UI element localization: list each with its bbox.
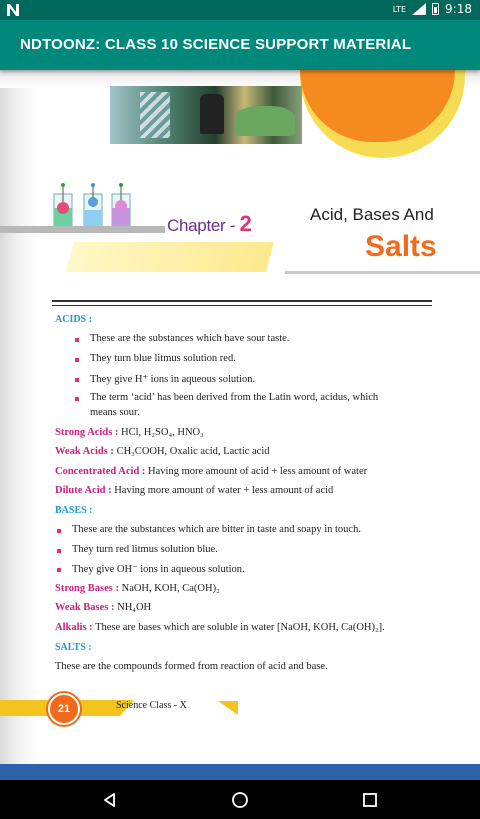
list-item: They give H⁺ ions in aqueous solution. xyxy=(90,374,256,385)
strong-bases-value: NaOH, KOH, Ca(OH)₂ xyxy=(121,583,220,594)
divider xyxy=(52,300,432,302)
concentrated-acid-value: Having more amount of acid + less amount of water xyxy=(148,466,368,477)
alkalis-row xyxy=(55,622,385,633)
page-bottom-band xyxy=(0,764,480,780)
chapter-title-line1: Acid, Bases And xyxy=(310,205,434,224)
dilute-acid-label: Dilute Acid : xyxy=(55,485,112,496)
clock: 9:18 xyxy=(445,2,472,16)
strong-bases-row xyxy=(55,583,220,594)
weak-acids-label: Weak Acids : xyxy=(55,446,114,457)
divider xyxy=(52,305,432,306)
network-type: LTE xyxy=(392,4,407,14)
bullet-icon xyxy=(75,378,79,382)
weak-acids-value: CH₃COOH, Oxalic acid, Lactic acid xyxy=(116,446,270,457)
bullet-icon xyxy=(75,338,79,342)
strong-bases-label: Strong Bases : xyxy=(55,583,119,594)
bullet-icon xyxy=(75,358,79,362)
page-number-badge: 21 xyxy=(48,693,80,725)
back-button[interactable] xyxy=(98,788,122,812)
weak-bases-row xyxy=(55,602,151,613)
dilute-acid-value: Having more amount of water + less amount of acid xyxy=(114,485,334,496)
signal-icon xyxy=(412,3,426,15)
strong-acids-value: HCl, H₂SO₄, HNO₃ xyxy=(121,427,204,438)
list-item: They turn red litmus solution blue. xyxy=(72,544,218,555)
list-item: These are the substances which are bitter in taste and soapy in touch. xyxy=(72,524,361,535)
list-item-continued: means sour. xyxy=(90,407,140,418)
list-item: The term ‘acid’ has been derived from the Latin word, acidus, which xyxy=(90,392,379,403)
app-bar xyxy=(0,20,480,70)
chapter-prefix: Chapter - xyxy=(167,216,240,235)
bullet-icon xyxy=(57,529,61,533)
weak-bases-value: NH₄OH xyxy=(117,602,152,613)
strong-acids-label: Strong Acids : xyxy=(55,427,119,438)
navigation-bar xyxy=(0,780,480,819)
chapter-label xyxy=(167,211,252,237)
chapter-number: 2 xyxy=(239,211,252,236)
strong-acids-row xyxy=(55,427,204,438)
alkalis-value: These are bases which are soluble in water [NaOH, KOH, Ca(OH)₂]. xyxy=(95,622,385,633)
chapter-band xyxy=(0,226,165,233)
bullet-icon xyxy=(57,568,61,572)
weak-bases-label: Weak Bases : xyxy=(55,602,115,613)
footer-triangle xyxy=(218,701,238,715)
home-button[interactable] xyxy=(228,788,252,812)
salts-text: These are the compounds formed from reaction of acid and base. xyxy=(55,661,328,672)
book-page[interactable] xyxy=(0,70,480,780)
bullet-icon xyxy=(57,549,61,553)
recents-icon xyxy=(362,792,378,808)
list-item: They turn blue litmus solution red. xyxy=(90,353,236,364)
alkalis-label: Alkalis : xyxy=(55,622,93,633)
bases-heading: BASES : xyxy=(55,505,93,516)
dilute-acid-row xyxy=(55,485,333,496)
list-item: These are the substances which have sour taste. xyxy=(90,333,290,344)
chapter-yellow-band xyxy=(66,242,274,272)
chapter-title-line2: Salts xyxy=(365,230,437,263)
battery-icon xyxy=(432,3,439,15)
list-item: They give OH⁻ ions in aqueous solution. xyxy=(72,564,245,575)
concentrated-acid-row xyxy=(55,466,367,477)
home-icon xyxy=(231,791,249,809)
salts-heading: SALTS : xyxy=(55,642,92,653)
acids-heading: ACIDS : xyxy=(55,314,92,325)
bullet-icon xyxy=(75,397,79,401)
concentrated-acid-label: Concentrated Acid : xyxy=(55,466,146,477)
back-icon xyxy=(102,792,118,808)
chapter-banner-image xyxy=(110,86,302,144)
weak-acids-row xyxy=(55,446,270,457)
recents-button[interactable] xyxy=(358,788,382,812)
status-bar xyxy=(0,0,480,20)
app-notification-icon xyxy=(6,3,20,17)
footer-book-title: Science Class - X xyxy=(116,700,187,711)
app-title: NDTOONZ: CLASS 10 SCIENCE SUPPORT MATERIAL xyxy=(20,36,412,53)
